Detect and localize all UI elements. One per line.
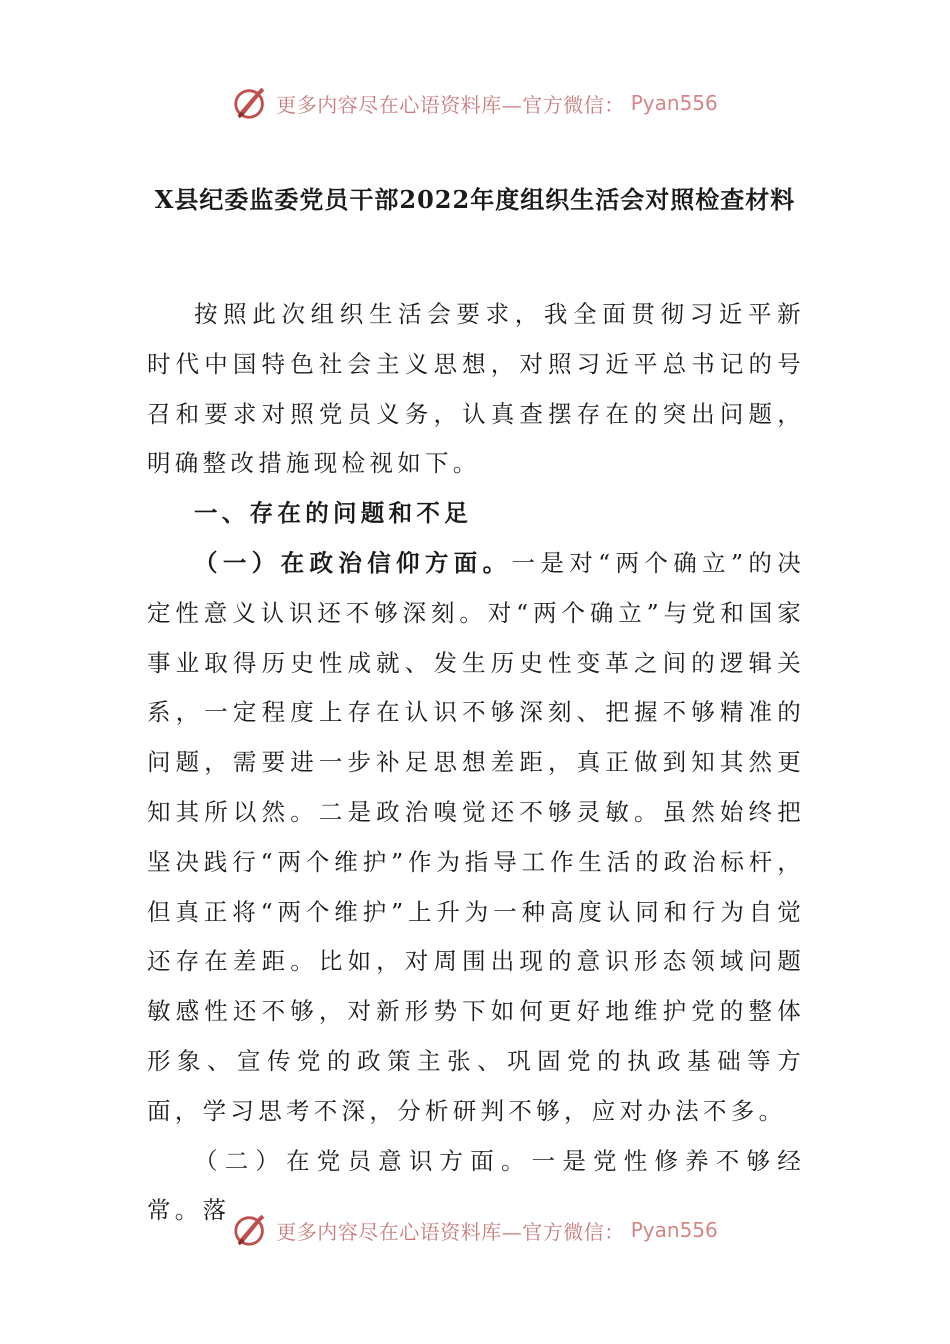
watermark-footer	[0, 1211, 950, 1249]
document-body	[147, 290, 805, 1236]
watermark-wechat-id: Pyan556	[630, 1218, 718, 1242]
watermark-text: 更多内容尽在心语资料库—官方微信：	[276, 1219, 625, 1244]
watermark-header	[0, 84, 950, 122]
watermark-wechat-id: Pyan556	[630, 91, 718, 115]
item-1-lead: （一）在政治信仰方面。	[194, 548, 512, 577]
item-1-paragraph	[147, 539, 805, 1137]
section-heading: 一、存在的问题和不足	[194, 499, 472, 528]
watermark-text: 更多内容尽在心语资料库—官方微信：	[276, 92, 625, 117]
brand-logo-icon	[232, 84, 270, 122]
item-2-lead: （二）在党员意识方面。	[194, 1146, 532, 1175]
item-1-text: 一是对“两个确立”的决定性意义认识还不够深刻。对“两个确立”与党和国家事业取得历史性成就、发生历史性变革之间的逻辑关系，一定程度上存在认识不够深刻、把握不够精准的问题，需要进一步补足思想差距，真正做到知其然更知其所以然。二是政治嗅觉还不够灵敏。虽然始终把坚决践行“两个维护”作为指导工作生活的政治标杆，但真正将“两个维护”上升为一种高度认同和行为自觉还存在差距。比如，对周围出现的意识形态领域问题敏感性还不够，对新形势下如何更好地维护党的整体形象、宣传党的政策主张、巩固党的执政基础等方面，学习思考不深，分析研判不够，应对办法不多。	[147, 548, 805, 1125]
brand-logo-icon	[232, 1211, 270, 1249]
document-title: X县纪委监委党员干部2022年度组织生活会对照检查材料	[154, 185, 796, 214]
intro-paragraph: 按照此次组织生活会要求，我全面贯彻习近平新时代中国特色社会主义思想，对照习近平总书记的号召和要求对照党员义务，认真查摆存在的突出问题，明确整改措施现检视如下。	[147, 300, 805, 478]
item-2-text: 一是党性修养不够经常。落	[147, 1146, 805, 1225]
